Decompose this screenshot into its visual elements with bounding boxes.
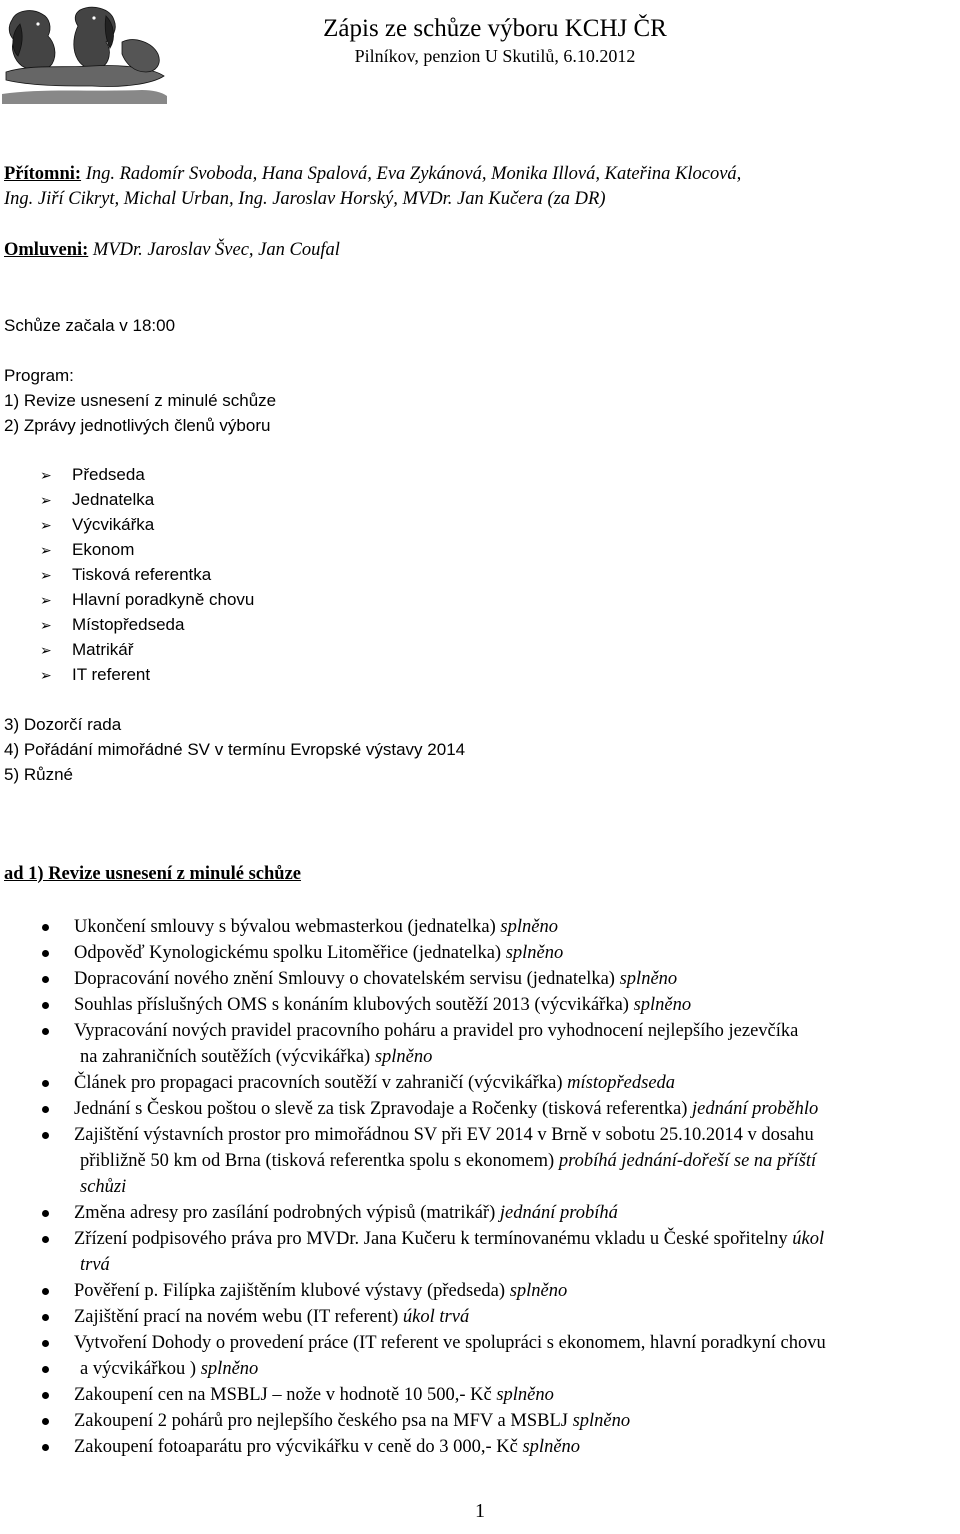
list-item: Pověření p. Filípka zajištěním klubové výstavy (předseda) splněno — [0, 1278, 960, 1304]
list-item: Zajištění výstavních prostor pro mimořádnou SV při EV 2014 v Brně v sobotu 25.10.2014 v dosahu přibližně 50 km od Brna (tisková referentka spolu s ekonomem) probíhá jednání-dořeší se na příští schůzi — [0, 1122, 960, 1200]
list-item: Vytvoření Dohody o provedení práce (IT referent ve spolupráci s ekonomem, hlavní poradkyní chovu — [0, 1330, 960, 1356]
list-item: a výcvikářkou ) splněno — [0, 1356, 960, 1382]
list-item: ➢ Výcvikářka — [40, 512, 254, 537]
arrow-bullet-icon: ➢ — [40, 517, 52, 533]
excused-names: MVDr. Jaroslav Švec, Jan Coufal — [88, 240, 340, 260]
arrow-bullet-icon: ➢ — [40, 492, 52, 508]
list-item: ➢ Místopředseda — [40, 612, 254, 637]
list-item: ➢ Matrikář — [40, 637, 254, 662]
document-title: Zápis ze schůze výboru KCHJ ČR — [323, 15, 667, 42]
bullet-dot-icon — [42, 1418, 49, 1425]
bullet-dot-icon — [42, 1392, 49, 1399]
present-label: Přítomni: — [4, 164, 82, 184]
bullet-dot-icon — [42, 1132, 49, 1139]
list-item: ➢ Jednatelka — [40, 487, 254, 512]
bullet-dot-icon — [42, 1210, 49, 1217]
list-item: Zakoupení cen na MSBLJ – nože v hodnotě 10 500,- Kč splněno — [0, 1382, 960, 1408]
list-item: Článek pro propagaci pracovních soutěží v zahraničí (výcvikářka) místopředseda — [0, 1070, 960, 1096]
section-1-list — [0, 914, 960, 1460]
arrow-bullet-icon: ➢ — [40, 617, 52, 633]
list-item: ➢ IT referent — [40, 662, 254, 687]
arrow-bullet-icon: ➢ — [40, 567, 52, 583]
present-names-1: Ing. Radomír Svoboda, Hana Spalová, Eva Zykánová, Monika Illová, Kateřina Klocová, — [81, 164, 742, 184]
page-number: 1 — [475, 1500, 485, 1522]
program-item-3: 3) Dozorčí rada — [4, 715, 122, 734]
arrow-bullet-icon: ➢ — [40, 667, 52, 683]
arrow-bullet-icon: ➢ — [40, 542, 52, 558]
list-item: Souhlas příslušných OMS s konáním klubových soutěží 2013 (výcvikářka) splněno — [0, 992, 960, 1018]
bullet-dot-icon — [42, 924, 49, 931]
list-item: ➢ Tisková referentka — [40, 562, 254, 587]
bullet-dot-icon — [42, 1314, 49, 1321]
excused-line — [4, 238, 340, 263]
section-1-heading: ad 1) Revize usnesení z minulé schůze — [4, 864, 302, 884]
list-item: Jednání s Českou poštou o slevě za tisk Zpravodaje a Ročenky (tisková referentka) jednání proběhlo — [0, 1096, 960, 1122]
bullet-dot-icon — [42, 1080, 49, 1087]
excused-label: Omluveni: — [4, 240, 89, 260]
program-item-2: 2) Zprávy jednotlivých členů výboru — [4, 416, 271, 435]
list-item: Zakoupení fotoaparátu pro výcvikářku v ceně do 3 000,- Kč splněno — [0, 1434, 960, 1460]
bullet-dot-icon — [42, 1028, 49, 1035]
list-item: Zajištění prací na novém webu (IT referent) úkol trvá — [0, 1304, 960, 1330]
list-item: ➢ Ekonom — [40, 537, 254, 562]
program-item-4: 4) Pořádání mimořádné SV v termínu Evropské výstavy 2014 — [4, 740, 466, 759]
list-item: Vypracování nových pravidel pracovního poháru a pravidel pro vyhodnocení nejlepšího jezevčíka na zahraničních soutěžích (výcvikářka) splněno — [0, 1018, 960, 1070]
list-item: Zřízení podpisového práva pro MVDr. Jana Kučeru k termínovanému vkladu u České spořitelny úkol trvá — [0, 1226, 960, 1278]
list-item: ➢ Předseda — [40, 462, 254, 487]
dogs-logo-icon — [2, 2, 167, 104]
list-item: Změna adresy pro zasílání podrobných výpisů (matrikář) jednání probíhá — [0, 1200, 960, 1226]
present-line-2: Ing. Jiří Cikryt, Michal Urban, Ing. Jaroslav Horský, MVDr. Jan Kučera (za DR) — [4, 189, 606, 209]
bullet-dot-icon — [42, 1444, 49, 1451]
list-item: Zakoupení 2 pohárů pro nejlepšího českého psa na MFV a MSBLJ splněno — [0, 1408, 960, 1434]
member-report-list — [40, 462, 254, 687]
document-subtitle: Pilníkov, penzion U Skutilů, 6.10.2012 — [354, 46, 636, 66]
list-item: Ukončení smlouvy s bývalou webmasterkou (jednatelka) splněno — [0, 914, 960, 940]
arrow-bullet-icon: ➢ — [40, 592, 52, 608]
bullet-dot-icon — [42, 1288, 49, 1295]
program-item-1: 1) Revize usnesení z minulé schůze — [4, 391, 277, 410]
list-item: ➢ Hlavní poradkyně chovu — [40, 587, 254, 612]
present-line-1 — [4, 162, 741, 187]
list-item: Odpověď Kynologickému spolku Litoměřice (jednatelka) splněno — [0, 940, 960, 966]
program-label: Program: — [4, 366, 74, 385]
bullet-dot-icon — [42, 1340, 49, 1347]
bullet-dot-icon — [42, 1236, 49, 1243]
arrow-bullet-icon: ➢ — [40, 642, 52, 658]
bullet-dot-icon — [42, 1366, 49, 1373]
bullet-dot-icon — [42, 950, 49, 957]
bullet-dot-icon — [42, 1106, 49, 1113]
list-item: Dopracování nového znění Smlouvy o chovatelském servisu (jednatelka) splněno — [0, 966, 960, 992]
bullet-dot-icon — [42, 1002, 49, 1009]
arrow-bullet-icon: ➢ — [40, 467, 52, 483]
program-item-5: 5) Různé — [4, 765, 73, 784]
bullet-dot-icon — [42, 976, 49, 983]
meeting-start: Schůze začala v 18:00 — [4, 316, 176, 335]
